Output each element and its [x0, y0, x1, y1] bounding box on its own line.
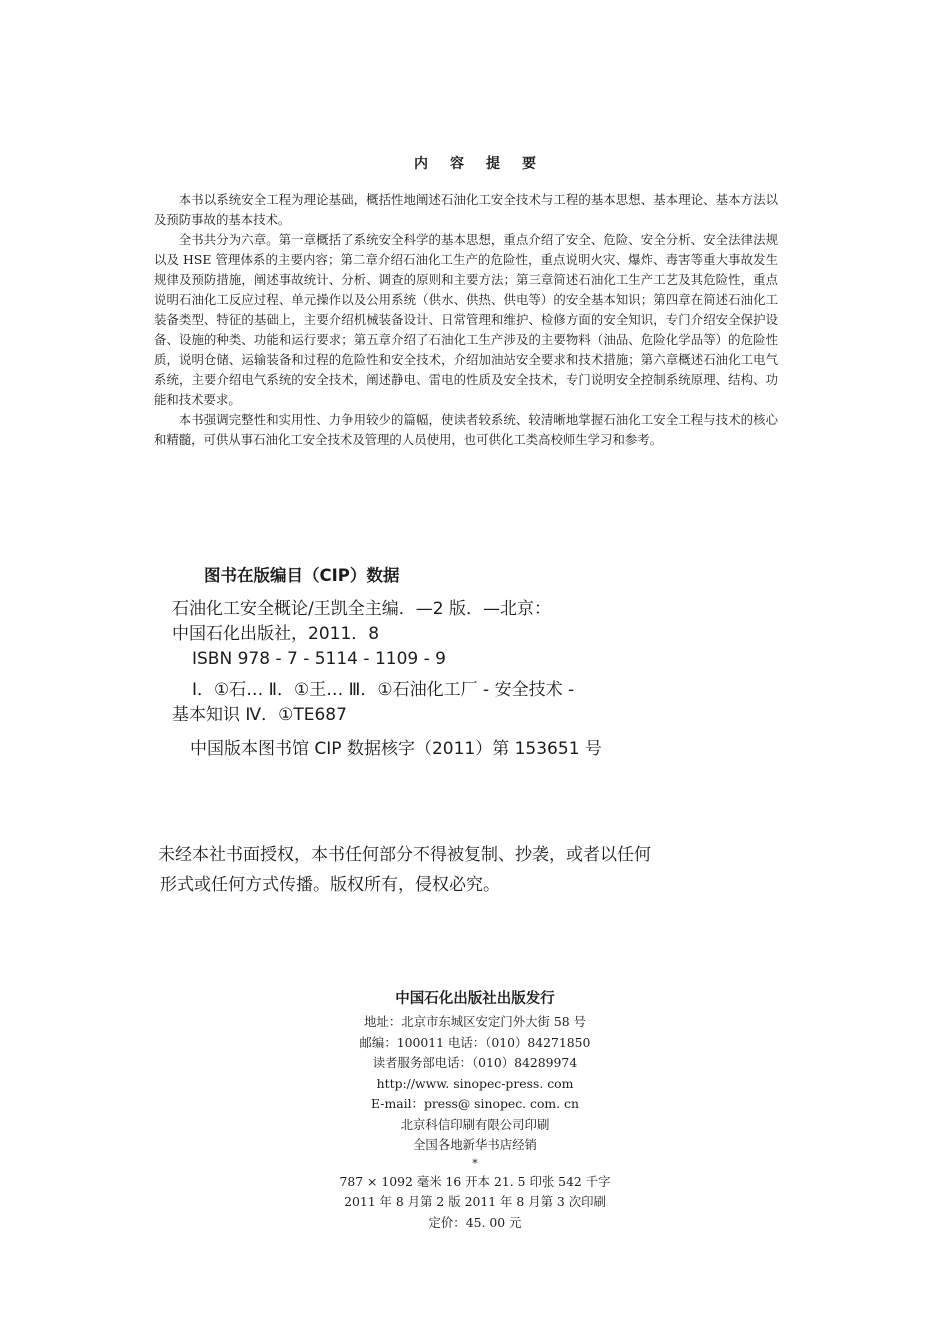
book-format: 787 × 1092 毫米 16 开本 21. 5 印张 542 千字	[339, 1173, 611, 1189]
copyright-line: 形式或任何方式传播。版权所有，侵权必究。	[160, 875, 500, 895]
summary-title: 内容提要	[414, 156, 558, 172]
publisher-website: http://www. sinopec-press. com	[376, 1075, 574, 1091]
publisher-name: 中国石化出版社出版发行	[395, 991, 555, 1007]
edition-info: 2011 年 8 月第 2 版 2011 年 8 月第 3 次印刷	[344, 1194, 606, 1209]
summary-paragraph: 本书以系统安全工程为理论基础，概括性地阐述石油化工安全技术与工程的基本思想、基本理论、基本方法以及预防事故的基本技术。	[154, 192, 778, 227]
copyright-line: 未经本社书面授权，本书任何部分不得被复制、抄袭，或者以任何	[158, 845, 651, 865]
cip-isbn: ISBN 978 - 7 - 5114 - 1109 - 9	[192, 649, 446, 669]
summary-paragraph: 全书共分为六章。第一章概括了系统安全科学的基本思想，重点介绍了安全、危险、安全分析、安全法律法规以及 HSE 管理体系的主要内容；第二章介绍石油化工生产的危险性，重点说明火灾、爆炸、毒害等重大事故发生规律及预防措施，阐述事故统计、分析、调查的原则和主要方法；第三章简述石油化工生产工艺及其危险性，重点说明石油化工反应过程、单元操作以及公用系统（供水、供热、供电等）的安全基本知识；第四章在简述石油化工装备类型、特征的基础上，主要介绍机械装备设计、日常管理和维护、检修方面的安全知识，专门介绍安全保护设备、设施的种类、功能和运行要求；第五章介绍了石油化工生产涉及的主要物料（油品、危险化学品等）的危险性质，说明仓储、运输装备和过程的危险性和安全技术，介绍加油站安全要求和技术措施；第六章概述石油化工电气系统，主要介绍电气系统的安全技术，阐述静电、雷电的性质及安全技术，专门说明安全控制系统原理、结构、功能和技术要求。	[154, 232, 778, 407]
cip-record: 中国版本图书馆 CIP 数据核字（2011）第 153651 号	[190, 739, 602, 759]
summary-body	[154, 190, 778, 450]
separator-star: *	[472, 1156, 478, 1170]
copyright-notice	[158, 840, 718, 900]
publisher-address: 地址：北京市东城区安定门外大街 58 号	[364, 1014, 586, 1029]
summary-paragraph: 本书强调完整性和实用性、力争用较少的篇幅，使读者较系统、较清晰地掌握石油化工安全工程与技术的核心和精髓，可供从事石油化工安全技术及管理的人员使用，也可供化工类高校师生学习和参考。	[154, 412, 778, 447]
cip-classification	[172, 678, 642, 728]
cip-class-line: 基本知识 Ⅳ．①TE687	[172, 705, 347, 725]
cip-entry-line: 中国石化出版社，2011．8	[172, 624, 380, 644]
cip-title: 图书在版编目（CIP）数据	[204, 566, 400, 585]
cip-class-line: Ⅰ．①石… Ⅱ．①王… Ⅲ．①石油化工厂 - 安全技术 -	[192, 680, 575, 700]
publisher-reader-service: 读者服务部电话：（010）84289974	[372, 1055, 578, 1070]
publisher-distributor: 全国各地新华书店经销	[413, 1137, 537, 1152]
publisher-info	[0, 986, 950, 1233]
cip-entry	[172, 597, 642, 672]
publisher-email: E-mail：press@ sinopec. com. cn	[371, 1096, 579, 1111]
cip-entry-line: 石油化工安全概论/王凯全主编．—2 版．—北京：	[172, 599, 551, 619]
publisher-printer: 北京科信印刷有限公司印刷	[400, 1116, 550, 1132]
price: 定价：45. 00 元	[428, 1214, 522, 1230]
publisher-postcode-phone: 邮编：100011 电话：（010）84271850	[359, 1034, 591, 1050]
